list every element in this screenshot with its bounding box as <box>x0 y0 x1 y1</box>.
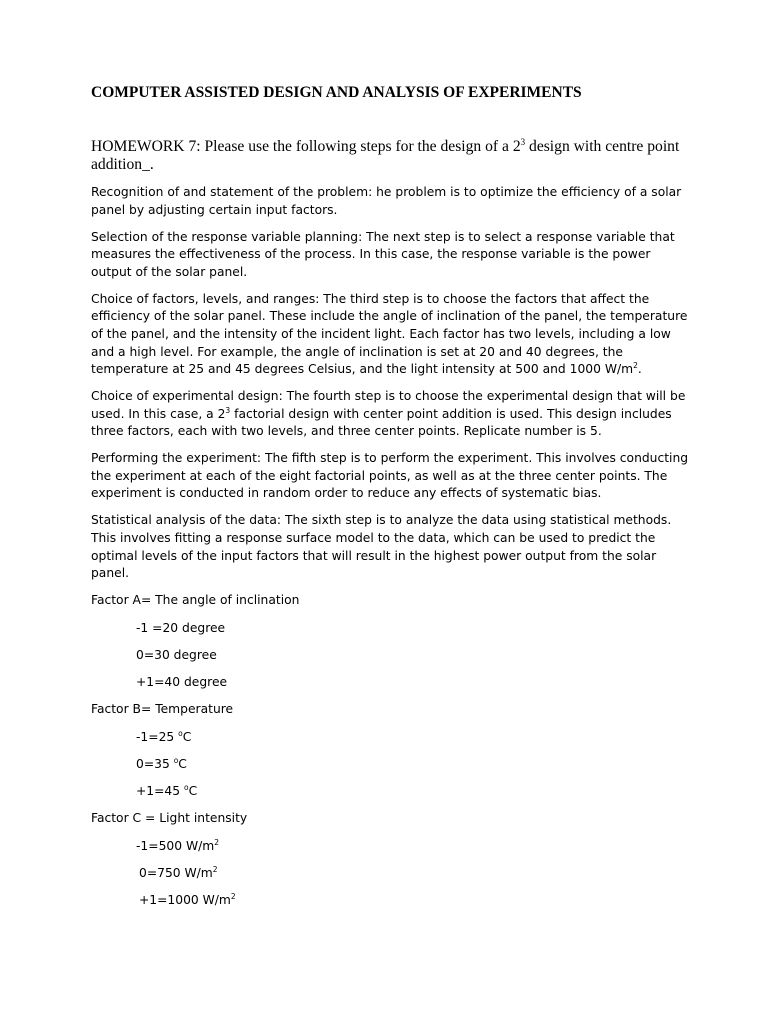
factor-c-level-high <box>139 892 691 910</box>
factor-c-low-value: -1=500 W/m <box>136 838 215 853</box>
factors-text: Choice of factors, levels, and ranges: The third step is to choose the factors that affect the efficiency of the solar panel. These include the angle of inclination of the panel, the temperature of the panel, and the intensity of the incident light. Each factor has two levels, including a low and a high level. For example, the angle of inclination is set at 20 and 40 degrees, the temperature at 25 and 45 degrees Celsius, and the light intensity at 500 and 1000 W/m <box>91 291 688 377</box>
degree-mark: o <box>184 783 189 793</box>
factor-a-level-center: 0=30 degree <box>136 647 217 662</box>
factor-a-label: Factor A= The angle of inclination <box>91 593 300 608</box>
paragraph-statistical: Statistical analysis of the data: The sixth step is to analyze the data using statistical methods. This involves fitting a response surface model to the data, which can be used to predict the optimal levels of the input factors that will result in the highest power output from the solar panel. <box>91 513 672 581</box>
homework-statement <box>91 138 691 174</box>
factor-b-label: Factor B= Temperature <box>91 702 234 717</box>
factor-b-high-value: +1=45 <box>136 784 184 799</box>
factor-b-center-value: 0=35 <box>136 756 174 771</box>
factor-c-label: Factor C = Light intensity <box>91 811 248 826</box>
factors-end: . <box>637 362 642 377</box>
degree-mark: o <box>178 728 183 738</box>
factor-a-level-low: -1 =20 degree <box>136 620 226 635</box>
factor-c-high-value: +1=1000 W/m <box>139 893 231 908</box>
factor-b-level-high <box>136 783 691 801</box>
design-exponent: 3 <box>225 405 231 415</box>
factor-b-level-low <box>136 729 691 747</box>
paragraph-recognition: Recognition of and statement of the problem: he problem is to optimize the efficiency of a solar panel by adjusting certain input factors. <box>91 185 682 217</box>
paragraph-factors-levels <box>91 291 691 379</box>
paragraph-experimental-design <box>91 388 691 441</box>
squared-mark: 2 <box>212 865 218 875</box>
factor-b-low-unit: C <box>182 729 192 744</box>
factor-b-level-center <box>136 756 691 774</box>
squared-mark: 2 <box>230 892 236 902</box>
homework-text: HOMEWORK 7: Please use the following steps for the design of a 2 <box>91 138 521 155</box>
squared-mark: 2 <box>214 837 220 847</box>
design-text-b: factorial design with center point addition is used. This design includes three factors, each with two levels, and three center points. Replicate number is 5. <box>91 406 672 439</box>
homework-exponent: 3 <box>520 137 526 147</box>
factors-exponent: 2 <box>633 361 638 371</box>
paragraph-performing: Performing the experiment: The fifth step is to perform the experiment. This involves conducting the experiment at each of the eight factorial points, as well as at the three center points. The experiment is conducted in random order to reduce any effects of systematic bias. <box>91 451 689 501</box>
factor-b-center-unit: C <box>178 756 187 771</box>
degree-mark: o <box>173 755 179 765</box>
document-page <box>91 84 691 920</box>
design-text-a: Choice of experimental design: The fourth step is to choose the experimental design that will be used. In this case, a 2 <box>91 389 686 421</box>
document-title: COMPUTER ASSISTED DESIGN AND ANALYSIS OF EXPERIMENTS <box>91 84 582 101</box>
factor-c-level-center <box>139 865 691 883</box>
factor-b-low-value: -1=25 <box>136 729 179 744</box>
factor-a-level-high: +1=40 degree <box>136 675 228 690</box>
homework-trail: _. <box>142 156 154 173</box>
factor-c-center-value: 0=750 W/m <box>139 866 213 881</box>
paragraph-response-variable: Selection of the response variable planning: The next step is to select a response variable that measures the effectiveness of the process. In this case, the response variable is the power output of the solar panel. <box>91 229 675 279</box>
factor-b-high-unit: C <box>188 784 198 799</box>
factor-c-level-low <box>136 838 691 856</box>
homework-text-end: design with centre point addition <box>91 138 680 173</box>
